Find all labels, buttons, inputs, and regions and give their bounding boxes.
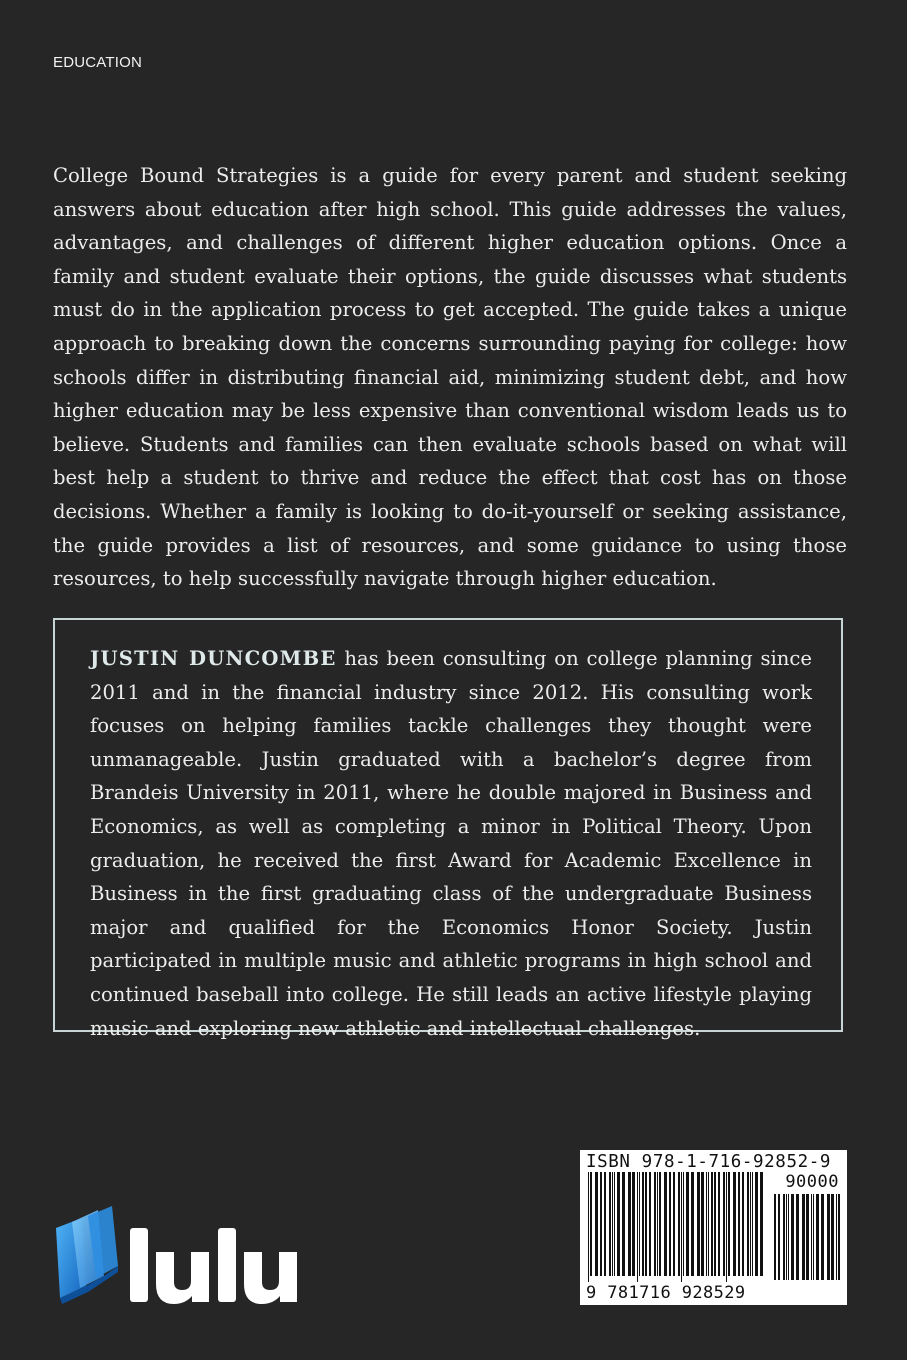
author-bio-box — [53, 618, 843, 1040]
barcode-bar — [669, 1172, 671, 1276]
author-name: JUSTIN DUNCOMBE — [90, 647, 337, 670]
lulu-book-icon — [52, 1206, 312, 1311]
barcode-bar — [718, 1172, 720, 1276]
barcode-bar — [701, 1172, 704, 1276]
barcode-bar — [691, 1172, 694, 1276]
barcode-bar — [711, 1172, 713, 1276]
barcode-addon-bar — [802, 1194, 805, 1280]
price-code: 90000 — [785, 1172, 839, 1192]
barcode-bar — [760, 1172, 763, 1276]
book-description: College Bound Strategies is a guide for every parent and student seeking answers about education after high school. This guide addresses the values, advantages, and challenges of different higher education options. Once a family and student evaluate their options, the guide discusses what students must do in the application process to get accepted. The guide takes a unique approach to breaking down the concerns surrounding paying for college: how schools differ in distributing financial aid, minimizing student debt, and how higher education may be less expensive than conventional wisdom leads us to believe. Students and families can then evaluate schools based on what will best help a student to thrive and reduce the effect that cost has on those decisions. Whether a family is looking to do-it-yourself or seeking assistance, the guide provides a list of resources, and some guidance to using those resources, to help successfully navigate through higher education. — [53, 164, 847, 591]
barcode-bar — [642, 1172, 644, 1276]
barcode-bar — [708, 1172, 709, 1276]
barcode-addon-bar — [821, 1194, 824, 1280]
barcode-bar — [726, 1172, 727, 1282]
barcode-addon-bar — [791, 1194, 794, 1280]
barcode-bar — [750, 1172, 751, 1276]
barcode-addon-bar — [806, 1194, 809, 1280]
barcode-bar — [637, 1172, 638, 1282]
barcode-addon-bar — [836, 1194, 837, 1280]
barcode-bar — [645, 1172, 647, 1276]
barcode-bar — [738, 1172, 740, 1276]
barcode-bar — [752, 1172, 753, 1276]
category-label: EDUCATION — [53, 54, 143, 71]
barcode-bar — [681, 1172, 682, 1282]
barcode-bar — [609, 1172, 611, 1276]
author-bio-text: has been consulting on college planning since 2011 and in the financial industry since 2012. His consulting work focuses on helping families tackle challenges they thought were unmanageable. Justin graduated with a bachelor’s degree from Brandeis University in 2011, where he double majored in Business and Economics, as well as completing a minor in Political Theory. Upon graduation, he received the first Award for Academic Excellence in Business in the first graduating class of the undergraduate Business major and qualified for the Economics Honor Society. Justin participated in multiple music and athletic programs in high school and continued baseball into college. He still leads an active lifestyle playing music and exploring new athletic and intellectual challenges. — [90, 647, 812, 1040]
barcode-addon-bar — [827, 1194, 830, 1280]
barcode-addon-bar — [796, 1194, 799, 1280]
barcode-bar — [595, 1172, 598, 1276]
barcode-digits: 9 781716 928529 — [586, 1283, 766, 1303]
barcode-addon-bar — [838, 1194, 840, 1280]
barcode-bar — [657, 1172, 658, 1276]
barcode-bar — [723, 1172, 725, 1276]
barcode-addon-bar — [788, 1194, 789, 1280]
publisher-logo — [52, 1206, 312, 1311]
barcode-bar — [649, 1172, 651, 1276]
barcode-bar — [728, 1172, 730, 1276]
barcode-bar — [686, 1172, 689, 1276]
isbn-barcode — [580, 1150, 847, 1305]
barcode-bar — [588, 1172, 589, 1282]
barcode-addon-bar — [831, 1194, 834, 1280]
barcode-bar — [664, 1172, 667, 1276]
barcode-addon-bar — [774, 1194, 776, 1280]
barcode-bar — [612, 1172, 613, 1276]
barcode-bar — [632, 1172, 635, 1276]
barcode-addon-bar — [811, 1194, 812, 1280]
barcode-addon-bar — [778, 1194, 780, 1280]
barcode-addon-bar — [816, 1194, 819, 1280]
barcode-bar — [614, 1172, 615, 1276]
barcode-addon-bar — [783, 1194, 785, 1280]
barcode-bar — [673, 1172, 675, 1276]
barcode-bar — [683, 1172, 684, 1276]
barcode-bar — [706, 1172, 707, 1276]
barcode-bar — [714, 1172, 716, 1276]
barcode-bar — [659, 1172, 661, 1276]
barcode-bar — [747, 1172, 749, 1276]
barcode-bar — [733, 1172, 736, 1276]
barcode-bar — [654, 1172, 656, 1276]
barcode-bar — [628, 1172, 631, 1276]
barcode-bar — [590, 1172, 592, 1276]
barcode-addon-bar — [813, 1194, 814, 1280]
barcode-bar — [604, 1172, 606, 1276]
barcode-bar — [678, 1172, 680, 1276]
barcode-bar — [622, 1172, 625, 1276]
barcode-bar — [617, 1172, 620, 1276]
author-bio — [90, 642, 812, 1045]
barcode-bar — [697, 1172, 700, 1276]
barcode-bar — [742, 1172, 744, 1276]
barcode-bar — [600, 1172, 602, 1276]
barcode-bar — [639, 1172, 640, 1276]
isbn-label: ISBN 978-1-716-92852-9 — [586, 1152, 831, 1172]
barcode-bar — [755, 1172, 758, 1276]
barcode-addon-bar — [786, 1194, 787, 1280]
